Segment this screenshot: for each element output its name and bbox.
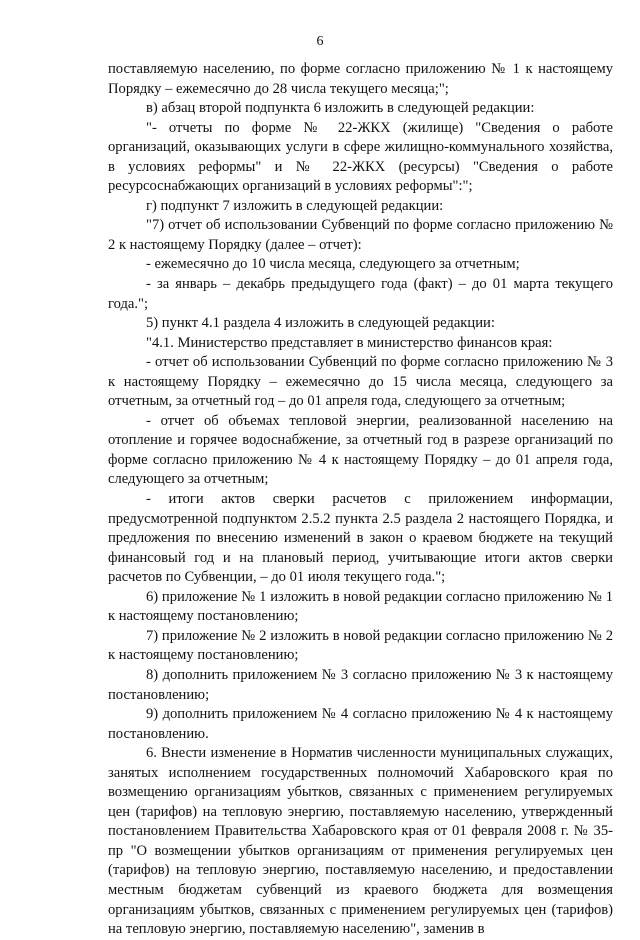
document-body [108,60,613,940]
paragraph-4-1: "4.1. Министерство представляет в министерство финансов края: [146,334,553,351]
paragraph-monthly: - ежемесячно до 10 числа месяца, следующего за отчетным; [146,256,520,273]
paragraph-section-6: 6. Внести изменение в Норматив численности муниципальных служащих, занятых исполнением государственных полномочий Хабаровского края по возмещению организациям убытков, связанных с применением регулируемых цен (тарифов) на тепловую энергию, поставляемую населению, утвержденный постановлением Правительства Хабаровского края от 01 февраля 2008 г. № 35-пр "О возмещении убытков организациям от применения регулируемых цен (тарифов) на тепловую энергию, поставляемую населению, и предоставлении местным бюджетам субвенций из краевого бюджета для возмещения организациям убытков, связанных с применением регулируемых цен (тарифов) на тепловую энергию, поставляемую населению", заменив в [108,745,613,938]
paragraph-subitem-v: в) абзац второй подпункта 6 изложить в следующей редакции: [146,100,535,117]
paragraph-item-8: 8) дополнить приложением № 3 согласно приложению № 3 к настоящему постановлению; [108,666,613,703]
paragraph-continuation: поставляемую населению, по форме согласно приложению № 1 к настоящему Порядку – ежемесячно до 28 числа текущего месяца;"; [108,61,613,97]
page-number: 6 [316,34,324,49]
paragraph-item-7b: 7) приложение № 2 изложить в новой редакции согласно приложению № 2 к настоящему постановлению; [108,627,613,664]
paragraph-report-usage: - отчет об использовании Субвенций по форме согласно приложению № 3 к настоящему Порядку – ежемесячно до 15 числа месяца, следующего за отчетным, за отчетный год – до 01 апреля года, следующего за отчетным; [108,354,613,410]
paragraph-reconciliation: - итоги актов сверки расчетов с приложением информации, предусмотренной подпунктом 2.5.2 пункта 2.5 раздела 2 настоящего Порядка, и предложения по внесению изменений в закон о краевом бюджете на текущий финансовый год и на плановый период, учитывающие итоги актов сверки расчетов по Субвенции, – до 01 июля текущего года."; [108,491,613,586]
paragraph-item-5: 5) пункт 4.1 раздела 4 изложить в следующей редакции: [146,315,495,332]
paragraph-subitem-g: г) подпункт 7 изложить в следующей редакции: [146,197,444,214]
paragraph-report-heat: - отчет об объемах тепловой энергии, реализованной населению на отопление и горячее водоснабжение, за отчетный год в разрезе организаций по форме согласно приложению № 4 к настоящему Порядку – до 01 апреля года, следующего за отчетным; [108,412,613,488]
paragraph-annual: - за январь – декабрь предыдущего года (факт) – до 01 марта текущего года."; [108,276,613,312]
paragraph-item-6: 6) приложение № 1 изложить в новой редакции согласно приложению № 1 к настоящему постановлению; [108,588,613,625]
paragraph-item-9: 9) дополнить приложением № 4 согласно приложению № 4 к настоящему постановлению. [108,706,613,742]
paragraph-quote-reports: "- отчеты по форме № 22-ЖКХ (жилище) "Сведения о работе организаций, оказывающих услуги в сфере жилищно-коммунального хозяйства, в условиях реформы" и № 22-ЖКХ (ресурсы) "Сведения о работе ресурсоснабжающих организаций в условиях реформы":"; [108,119,613,195]
paragraph-item-7: "7) отчет об использовании Субвенций по форме согласно приложению № 2 к настоящему Порядку (далее – отчет): [108,217,613,253]
